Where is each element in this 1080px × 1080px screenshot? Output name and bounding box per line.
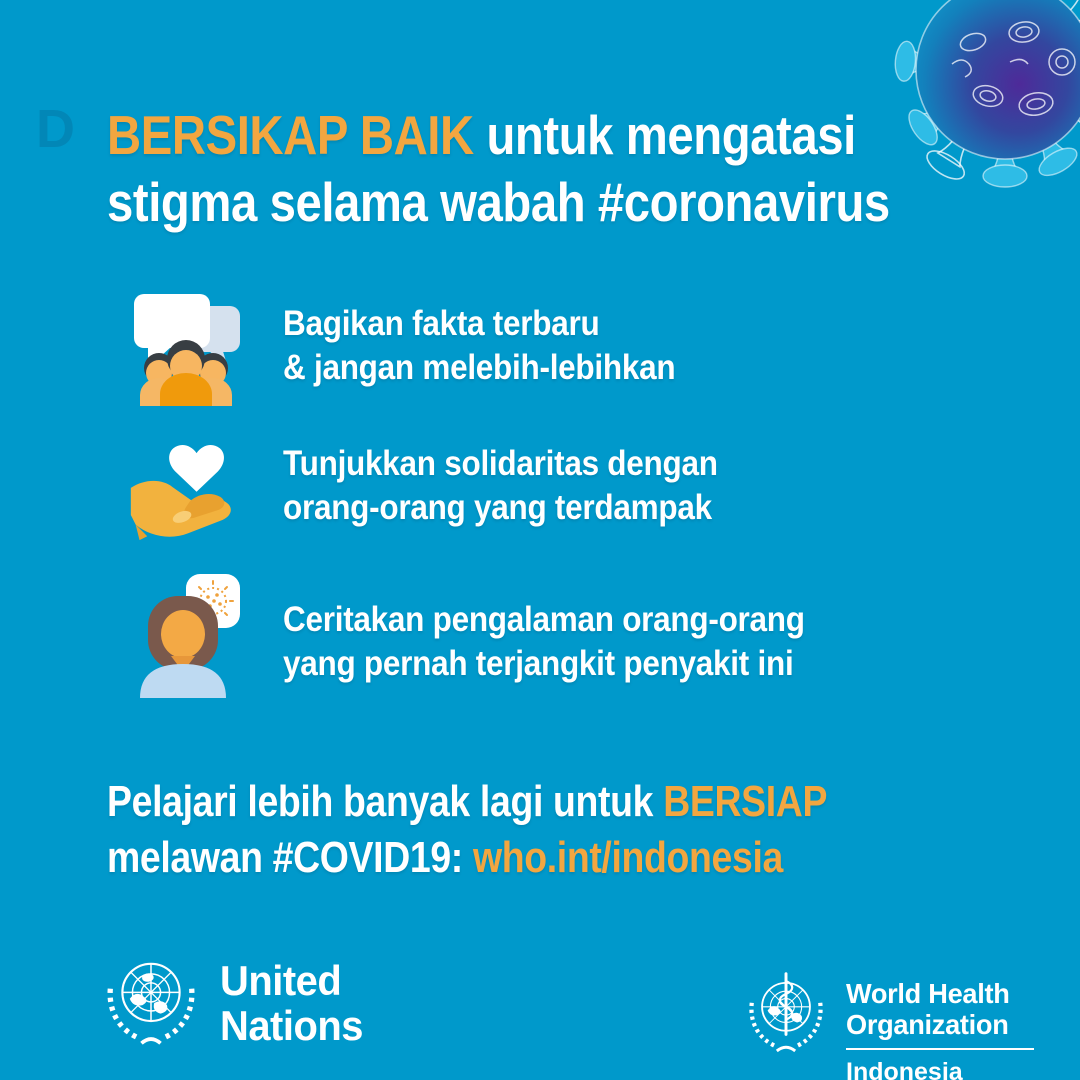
cta-line1-highlight: BERSIAP: [663, 777, 828, 826]
tip-3-text: [283, 598, 863, 686]
tip-3-line2: yang pernah terjangkit penyakit ini: [283, 644, 794, 683]
tip-2-text: [283, 442, 766, 530]
united-nations-logo: [98, 950, 371, 1056]
tip-1-line1: Bagikan fakta terbaru: [283, 304, 600, 343]
un-name-line1: United: [220, 957, 342, 1004]
who-divider: [846, 1048, 1034, 1050]
who-emblem-icon: [740, 966, 832, 1066]
headline-highlight: BERSIKAP BAIK: [107, 104, 474, 166]
tip-1-line2: & jangan melebih-lebihkan: [283, 348, 676, 387]
tip-3-line1: Ceritakan pengalaman orang-orang: [283, 600, 805, 639]
headline-rest: untuk mengatasi: [473, 104, 856, 166]
people-conversation-icon: [126, 286, 246, 411]
tip-1-text: [283, 302, 719, 390]
un-name-line2: Nations: [220, 1002, 363, 1049]
tip-2-line2: orang-orang yang terdampak: [283, 488, 712, 527]
cta-line2-text: melawan #COVID19:: [107, 833, 473, 882]
heart-in-hand-icon: [126, 428, 242, 549]
cta-line1-text: Pelajari lebih banyak lagi untuk: [107, 777, 664, 826]
un-emblem-icon: [98, 950, 204, 1056]
who-name-line1: World Health: [846, 978, 1010, 1009]
who-wordmark: [846, 966, 1034, 1080]
headline-line2: stigma selama wabah #coronavirus: [107, 171, 890, 233]
page-title: [107, 102, 1017, 236]
un-wordmark: [220, 958, 371, 1048]
who-name-line2: Organization: [846, 1009, 1009, 1040]
tip-2-line1: Tunjukkan solidaritas dengan: [283, 444, 718, 483]
who-office-label: Indonesia: [846, 1058, 963, 1080]
person-speech-virus-icon: [124, 570, 246, 703]
ghost-watermark: D: [36, 99, 75, 159]
who-logo: [740, 966, 1034, 1080]
cta-url: who.int/indonesia: [472, 833, 784, 882]
learn-more-text: [107, 774, 954, 886]
